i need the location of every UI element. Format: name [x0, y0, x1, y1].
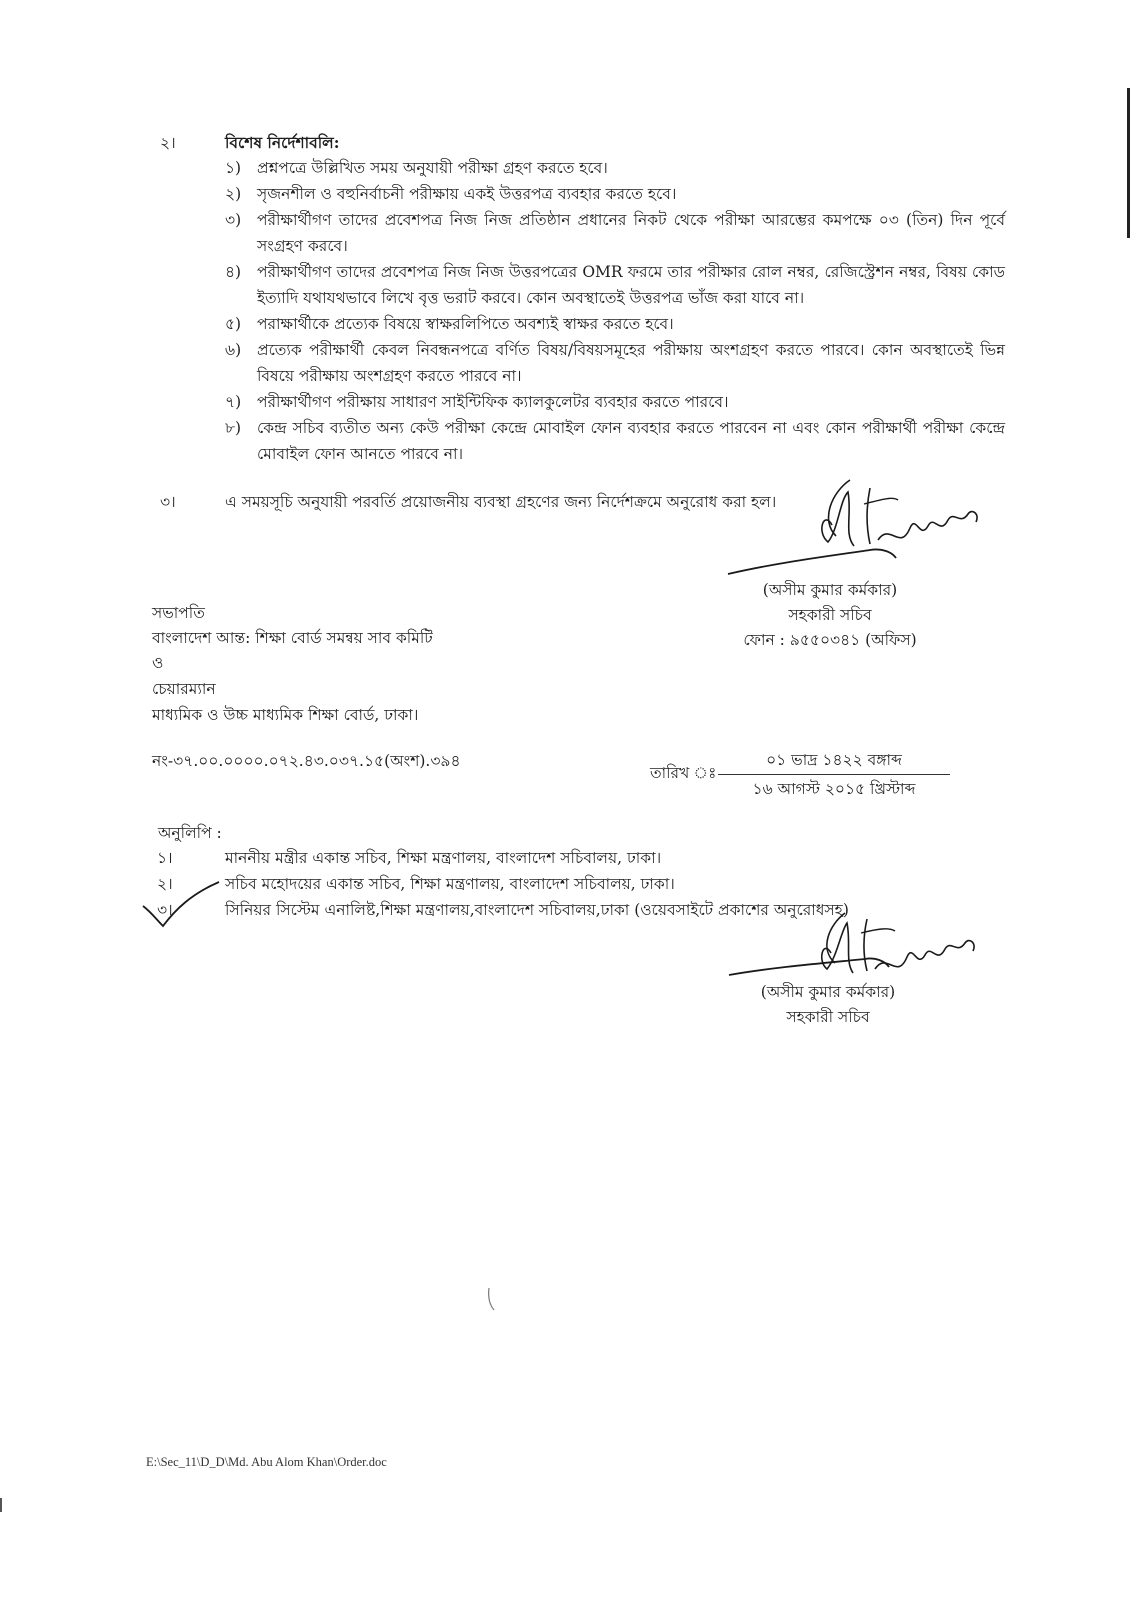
copy-text: মাননীয় মন্ত্রীর একান্ত সচিব, শিক্ষা মন্ত্রণালয়, বাংলাদেশ সচিবালয়, ঢাকা।	[225, 849, 662, 867]
instruction-number: ৮)	[225, 419, 242, 437]
instruction-text: কেন্দ্র সচিব ব্যতীত অন্য কেউ পরীক্ষা কেন্দ্রে মোবাইল ফোন ব্যবহার করতে পারবেন না এবং কোন পরীক্ষার্থী পরীক্ষা কেন্দ্রে মোবাইল ফোন আনতে পারবে না।	[257, 419, 1005, 463]
recipient-line: বাংলাদেশ আন্ত: শিক্ষা বোর্ড সমন্বয় সাব কমিটি	[152, 629, 433, 647]
instruction-number: ৫)	[225, 315, 242, 333]
instruction-item	[225, 207, 1005, 259]
scan-edge-dot	[0, 1498, 2, 1512]
stray-mark	[486, 1286, 496, 1314]
copy-text: সিনিয়র সিস্টেম এনালিষ্ট,শিক্ষা মন্ত্রণালয়,বাংলাদেশ সচিবালয়,ঢাকা (ওয়েবসাইটে প্রকাশের অনুরোধসহ)	[225, 901, 849, 919]
copy-text: সচিব মহোদয়ের একান্ত সচিব, শিক্ষা মন্ত্রণালয়, বাংলাদেশ সচিবালয়, ঢাকা।	[225, 875, 675, 893]
section-3-text: এ সময়সূচি অনুযায়ী পরবর্তি প্রয়োজনীয় ব্যবস্থা গ্রহণের জন্য নির্দেশক্রমে অনুরোধ করা হল।	[225, 493, 777, 511]
instruction-text: পরাক্ষার্থীকে প্রত্যেক বিষয়ে স্বাক্ষরলিপিতে অবশ্যই স্বাক্ষর করতে হবে।	[257, 315, 674, 333]
instruction-text: পরীক্ষার্থীগণ তাদের প্রবেশপত্র নিজ নিজ উত্তরপত্রের OMR ফরমে তার পরীক্ষার রোল নম্বর, রেজিস্ট্রেশন নম্বর, বিষয় কোড ইত্যাদি যথাযথভাবে লিখে বৃত্ত ভরাট করবে। কোন অবস্থাতেই উত্তরপত্র ভাঁজ করা যাবে না।	[257, 263, 1005, 307]
recipient-line: সভাপতি	[152, 604, 205, 622]
copies-heading: অনুলিপি :	[158, 824, 222, 842]
date-block	[718, 748, 950, 801]
recipient-line: ও	[152, 654, 164, 672]
instruction-number: ৪)	[225, 263, 242, 281]
instruction-number: ৬)	[225, 341, 242, 359]
signatory-name: (অসীম কুমার কর্মকার)	[762, 581, 898, 599]
recipient-line: মাধ্যমিক ও উচ্চ মাধ্যমিক শিক্ষা বোর্ড, ঢাকা।	[152, 706, 419, 724]
instruction-text: সৃজনশীল ও বহুনির্বাচনী পরীক্ষায় একই উত্তরপত্র ব্যবহার করতে হবে।	[257, 185, 677, 203]
check-mark-icon	[135, 880, 225, 940]
scan-edge-mark	[1127, 88, 1130, 238]
recipient-line: চেয়ারম্যান	[152, 680, 216, 698]
date-label: তারিখ ঃ	[650, 764, 717, 782]
instruction-number: ২)	[225, 185, 242, 203]
instruction-text: পরীক্ষার্থীগণ পরীক্ষায় সাধারণ সাইন্টিফিক ক্যালকুলেটর ব্যবহার করতে পারবে।	[257, 393, 729, 411]
memo-number: নং-৩৭.০০.০০০০.০৭২.৪৩.০৩৭.১৫(অংশ).৩৯৪	[152, 752, 461, 770]
section-3-number: ৩।	[160, 493, 176, 511]
instruction-text: প্রত্যেক পরীক্ষার্থী কেবল নিবন্ধনপত্রে বর্ণিত বিষয়/বিষয়সমূহের পরীক্ষায় অংশগ্রহণ করতে পারবে। কোন অবস্থাতেই ভিন্ন বিষয়ে পরীক্ষায় অংশগ্রহণ করতে পারবে না।	[257, 341, 1005, 385]
signatory-2-designation: সহকারী সচিব	[786, 1008, 870, 1026]
instruction-item	[225, 311, 1005, 337]
signatory-2-name: (অসীম কুমার কর্মকার)	[760, 983, 896, 1001]
signatory-designation: সহকারী সচিব	[788, 606, 872, 624]
signatory-phone: ফোন : ৯৫৫০৩৪১ (অফিস)	[743, 631, 917, 649]
instruction-number: ৩)	[225, 211, 242, 229]
instruction-number: ১)	[225, 159, 242, 177]
signatory-2-block	[718, 980, 938, 1030]
instruction-item	[225, 155, 1005, 181]
instruction-item	[225, 389, 1005, 415]
instruction-item	[225, 415, 1005, 467]
date-divider	[718, 774, 950, 775]
section-2-title: বিশেষ নির্দেশাবলি:	[225, 133, 340, 152]
date-english: ১৬ আগস্ট ২০১৫ খ্রিস্টাব্দ	[752, 780, 916, 798]
copy-number: ৩।	[157, 901, 173, 919]
signatory-block	[720, 578, 940, 653]
instruction-item	[225, 181, 1005, 207]
instruction-item	[225, 337, 1005, 389]
copy-number: ১।	[157, 849, 173, 867]
section-2-number: ২।	[160, 134, 176, 152]
instruction-text: প্রশ্নপত্রে উল্লিখিত সময় অনুযায়ী পরীক্ষা গ্রহণ করতে হবে।	[257, 159, 608, 177]
copy-number: ২।	[157, 875, 173, 893]
signature	[720, 470, 990, 590]
file-path-footer: E:\Sec_11\D_D\Md. Abu Alom Khan\Order.doc	[146, 1455, 387, 1469]
date-bangla: ০১ ভাদ্র ১৪২২ বঙ্গাব্দ	[766, 751, 902, 769]
instruction-item	[225, 259, 1005, 311]
instruction-number: ৭)	[225, 393, 242, 411]
instruction-text: পরীক্ষার্থীগণ তাদের প্রবেশপত্র নিজ নিজ প্রতিষ্ঠান প্রধানের নিকট থেকে পরীক্ষা আরম্ভের কমপক্ষে ০৩ (তিন) দিন পূর্বে সংগ্রহণ করবে।	[257, 211, 1005, 255]
